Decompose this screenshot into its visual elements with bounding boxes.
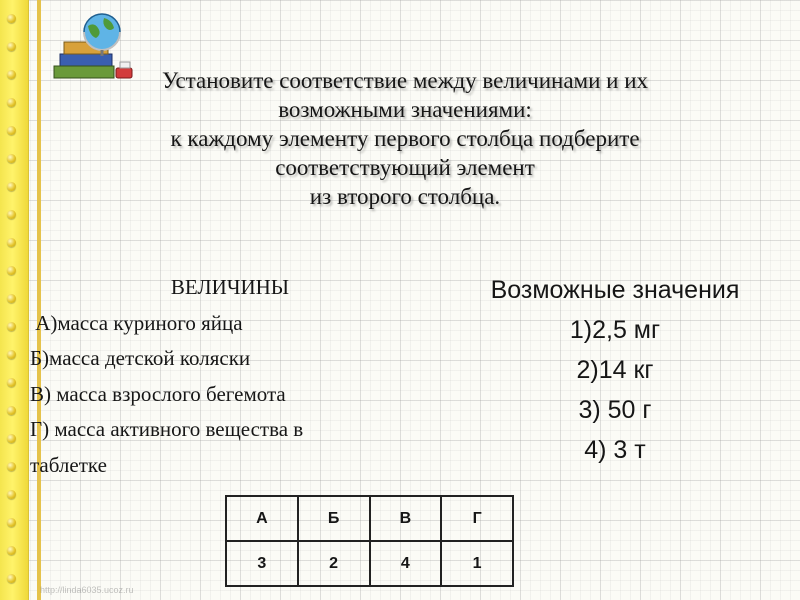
binding-ring [7, 518, 16, 527]
watermark: http://linda6035.ucoz.ru [40, 585, 134, 595]
value-item: 2)14 кг [576, 356, 654, 384]
binding-ring [7, 126, 16, 135]
quantity-item: В) масса взрослого бегемота [30, 381, 286, 406]
quantity-item: таблетке [30, 452, 107, 477]
task-title [60, 66, 750, 211]
binding-ring [7, 378, 16, 387]
answer-header-row [226, 496, 513, 541]
binding-ring [7, 574, 16, 583]
title-line: Установите соответствие между величинами и их [161, 68, 649, 93]
binding-ring [7, 70, 16, 79]
answer-table [225, 495, 514, 587]
title-line: к каждому элементу первого столбца подберите [170, 126, 640, 151]
answer-value-cell: 2 [298, 541, 370, 586]
title-line: соответствующий элемент [275, 155, 535, 180]
binding-ring [7, 406, 16, 415]
value-item: 1)2,5 мг [569, 316, 661, 344]
binding-ring [7, 546, 16, 555]
binding-ring [7, 462, 16, 471]
answer-value-row [226, 541, 513, 586]
values-column [440, 270, 790, 470]
answer-header-cell: В [370, 496, 442, 541]
binding-ring [7, 350, 16, 359]
answer-value-cell: 4 [370, 541, 442, 586]
answer-header-cell: А [226, 496, 298, 541]
title-line: из второго столбца. [309, 184, 501, 209]
binding-ring [7, 42, 16, 51]
answer-header-cell: Б [298, 496, 370, 541]
binding-ring [7, 14, 16, 23]
quantity-item: А)масса куриного яйца [30, 310, 243, 335]
binding-ring [7, 210, 16, 219]
binding-ring [7, 322, 16, 331]
notebook-binding [0, 0, 29, 600]
quantities-column [30, 270, 450, 483]
answer-value-cell: 3 [226, 541, 298, 586]
value-item: 4) 3 т [584, 436, 646, 464]
binding-ring [7, 490, 16, 499]
quantity-item: Б)масса детской коляски [30, 346, 251, 370]
binding-ring [7, 266, 16, 275]
answer-header-cell: Г [441, 496, 513, 541]
quantity-item: Г) масса активного вещества в [30, 417, 304, 441]
title-line: возможными значениями: [278, 97, 532, 122]
quantities-heading: ВЕЛИЧИНЫ [170, 275, 290, 299]
values-heading: Возможные значения [490, 276, 740, 304]
binding-ring [7, 434, 16, 443]
binding-ring [7, 294, 16, 303]
binding-ring [7, 182, 16, 191]
value-item: 3) 50 г [578, 396, 652, 424]
binding-ring [7, 154, 16, 163]
answer-value-cell: 1 [441, 541, 513, 586]
binding-ring [7, 98, 16, 107]
binding-ring [7, 238, 16, 247]
